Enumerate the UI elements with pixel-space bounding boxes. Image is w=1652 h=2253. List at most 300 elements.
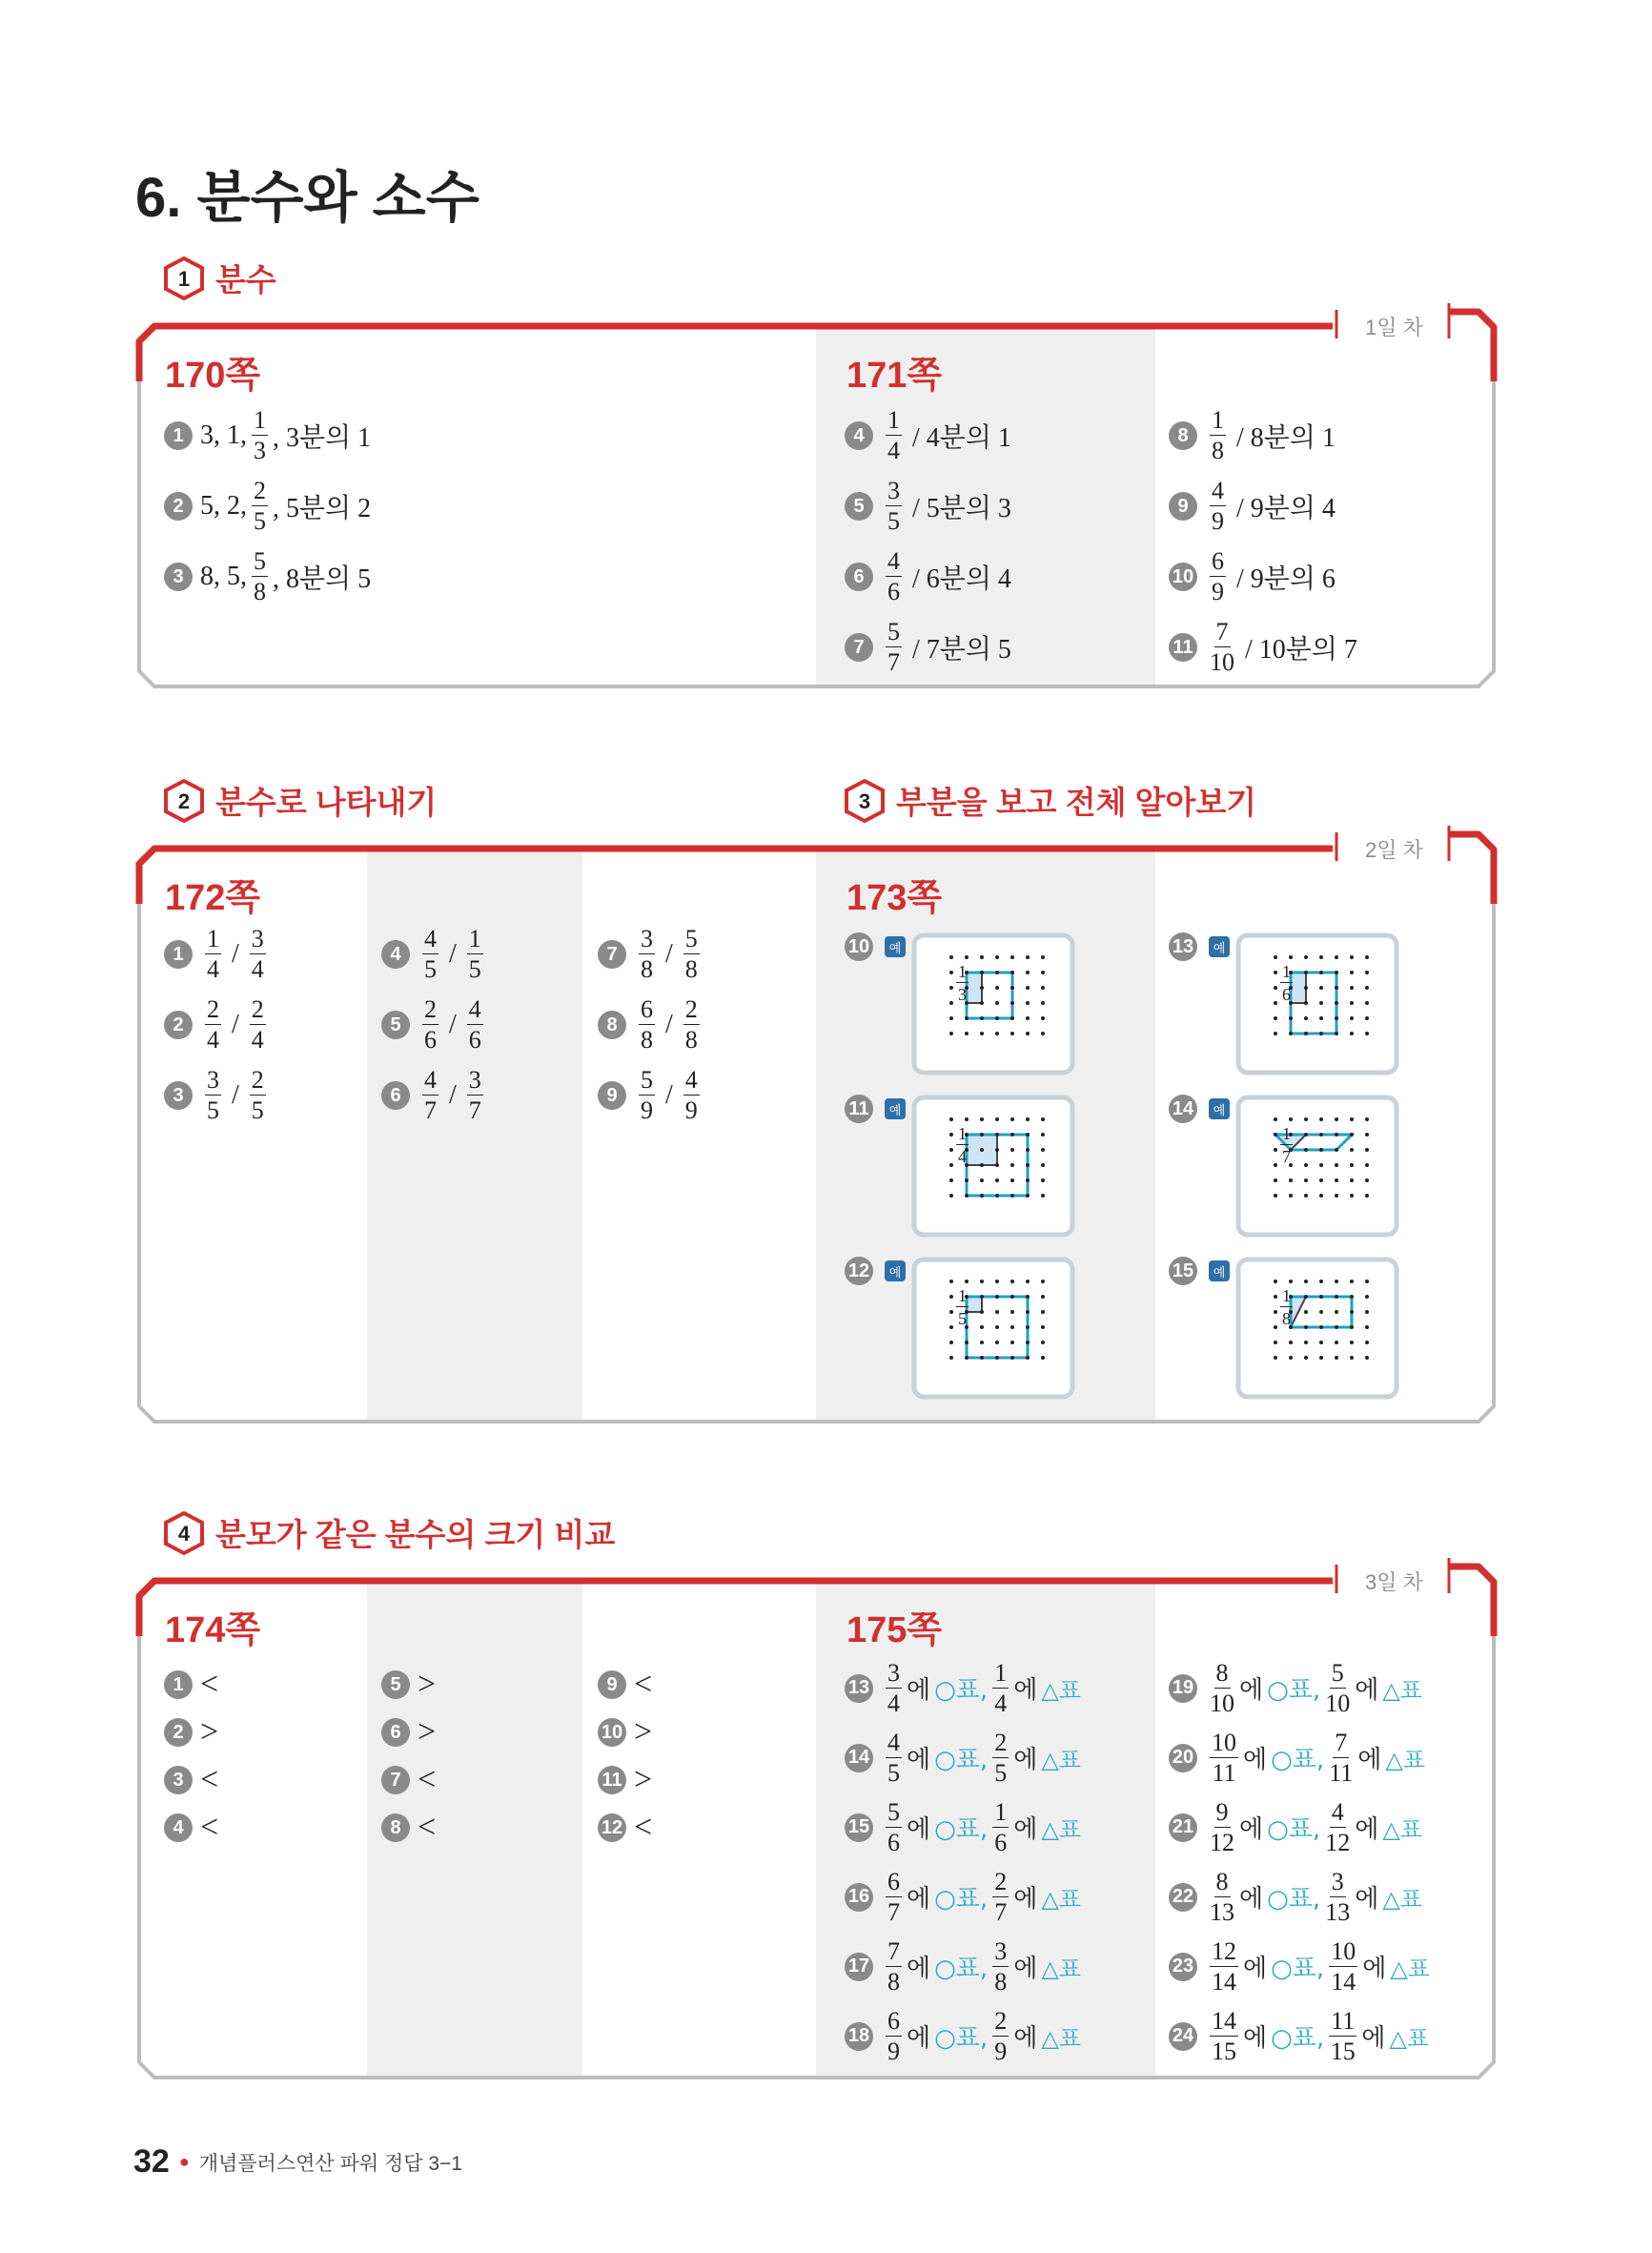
answer-number-badge: 17 [845,1953,873,1981]
grid-dot [1304,1133,1308,1137]
grid-dot [1010,1325,1014,1329]
denominator: 15 [1330,2037,1356,2065]
grid-dot [1274,1310,1277,1314]
fraction [639,997,655,1053]
fraction [1329,1728,1354,1787]
grid-dot [1274,1016,1277,1020]
answer-number-badge: 20 [1169,1744,1197,1772]
grid-dot [980,1356,984,1360]
grid-dot [1335,1325,1338,1329]
grid-dot [949,1194,953,1198]
answers-172-a [164,919,271,1131]
comparison-symbol: < [200,1667,219,1702]
grid-dot [949,1295,953,1299]
denominator: 11 [1212,1758,1236,1787]
answer-item [381,1709,436,1756]
circle-mark-label: ○표, [934,1676,989,1705]
grid-dot [1010,955,1014,959]
fraction [1210,1728,1238,1787]
grid-dot [1319,1016,1323,1020]
grid-dot [1010,986,1014,990]
grid-dot [1274,1178,1277,1182]
section-2-header [162,778,437,823]
section-4-header [162,1510,615,1555]
numerator: 3 [468,1066,481,1094]
numerator: 7 [887,1936,900,1965]
answer-number-badge: 11 [1169,633,1197,662]
numerator: 11 [1331,2006,1356,2035]
numerator: 5 [641,1066,653,1094]
answer-number-badge: 1 [164,940,193,969]
numerator: 8 [1215,1867,1229,1895]
grid-dot [1041,971,1045,974]
denominator: 8 [641,1026,653,1054]
answer-number-badge: 6 [845,563,873,591]
answers-172-c [598,919,704,1131]
grid-dot [1010,1117,1014,1121]
grid-dot [1319,955,1323,959]
word-e: 에 [1362,1955,1387,1982]
grid-dot [965,1016,969,1020]
grid-dot [1304,955,1308,959]
answer-number-badge: 13 [845,1674,873,1703]
grid-dot [1010,1341,1014,1344]
grid-dot [995,1133,999,1137]
grid-dot [1350,1016,1354,1020]
denominator: 14 [1331,1967,1356,1996]
circle-mark-label: ○표, [1267,1676,1321,1705]
grid-dot [1365,1356,1369,1360]
grid-dot [965,955,969,959]
grid-dot [1274,1341,1277,1344]
section-number: 3 [858,789,871,813]
answer-number-badge: 10 [1169,563,1197,591]
answer-item [845,1862,1081,1932]
denominator: 7 [994,1897,1008,1926]
dot-grid [911,1257,1075,1400]
triangle-mark-label: △표 [1382,1677,1422,1704]
triangle-mark-label: △표 [1041,2025,1081,2052]
answer-number-badge: 9 [1169,492,1197,521]
grid-dot [1319,1117,1323,1121]
answers-175-left [845,1653,1081,2071]
answer-item [845,1723,1081,1792]
numerator: 3 [251,925,264,952]
fraction [886,1867,902,1926]
grid-dot [1289,1178,1293,1182]
grid-dot [1010,1280,1014,1283]
triangle-mark-label: △표 [1390,1956,1430,1982]
answer-item [381,1661,436,1709]
grid-dot [1319,1163,1323,1167]
grid-dot [1319,1133,1323,1137]
triangle-mark-label: △표 [1041,1886,1081,1913]
numerator: 2 [684,995,698,1023]
grid-dot [1010,971,1014,974]
grid-dot [1274,1295,1277,1299]
grid-dot [1350,955,1354,959]
slash: / [449,1010,457,1039]
grid-dot [1304,971,1308,974]
grid-dot [980,1148,984,1152]
grid-dot [1335,1194,1338,1198]
answers-174-b [381,1661,436,1852]
grid-dot [1319,1280,1323,1283]
answers-171-right [1169,400,1363,683]
answer-suffix: , 8분의 5 [273,564,372,594]
grid-dot [980,955,984,959]
grid-dot [1365,1163,1369,1167]
grid-dot [1350,986,1354,990]
answer-item [845,612,1017,683]
denominator: 8 [254,578,266,605]
word-e: 에 [1361,2024,1386,2052]
answer-number-badge: 11 [598,1766,626,1794]
fraction [250,1068,266,1123]
answer-item [381,1060,488,1131]
answer-number-badge: 5 [381,1011,410,1039]
numerator: 10 [1331,1936,1356,1965]
triangle-mark-label: △표 [1385,1747,1426,1773]
dot-grid [911,932,1075,1075]
slash: / [232,939,239,969]
grid-dot [1304,1295,1308,1299]
fraction [992,1936,1009,1996]
grid-dot [1041,1032,1045,1035]
grid-dot [1289,1032,1293,1035]
numerator: 2 [207,995,219,1023]
numerator: 4 [424,925,437,952]
grid-dot [980,1001,984,1005]
numerator: 3 [994,1936,1008,1965]
denominator: 4 [887,1689,900,1717]
example-badge: 예 [885,936,906,957]
word-e: 에 [1013,1676,1038,1704]
answer-number-badge: 8 [381,1813,410,1842]
word-e: 에 [907,1676,931,1704]
example-badge: 예 [885,1260,906,1281]
grid-dot [1289,1016,1293,1020]
denominator: 5 [958,1309,967,1328]
comparison-symbol: < [634,1667,653,1702]
answer-suffix: / 9분의 4 [1236,494,1336,523]
denominator: 6 [1282,985,1291,1004]
numerator: 2 [994,2006,1008,2035]
grid-dot [1041,955,1045,959]
answer-item [164,1804,218,1852]
answer-suffix: , 3분의 1 [273,423,372,453]
grid-dot [1010,1356,1014,1360]
fraction [205,1068,221,1123]
numerator: 6 [1212,547,1224,575]
fraction [205,997,221,1053]
grid-dot [1350,1295,1354,1299]
fraction [252,549,268,604]
answer-number-badge: 7 [598,940,626,969]
answer-item [598,1060,704,1131]
fraction [1210,620,1234,675]
numerator: 7 [1335,1728,1348,1756]
numerator: 1 [994,1658,1008,1687]
numerator: 1 [887,406,900,434]
grid-dot [1026,971,1030,974]
example-badge: 예 [1209,1260,1230,1281]
answer-item [598,990,704,1060]
slash: / [232,1080,239,1110]
grid-dot [995,1341,999,1344]
hexagon-number-icon [162,779,206,823]
grid-dot [949,1280,953,1283]
grid-dot [949,1310,953,1314]
grid-dot [1365,1032,1369,1035]
day-label-2: 2일 차 [1365,838,1423,862]
grid-dot [1010,1032,1014,1035]
answer-number-badge: 15 [845,1813,873,1842]
answer-item [381,1756,436,1804]
word-e: 에 [907,1885,931,1913]
answer-number-badge: 7 [845,633,873,662]
answer-number-badge: 10 [845,932,873,961]
circle-mark-label: ○표, [1271,1746,1325,1774]
grid-dot [949,1148,953,1152]
grid-dot [1041,1016,1045,1020]
grid-dot [1319,986,1323,990]
grid-dot [1304,1117,1308,1121]
denominator: 10 [1210,648,1234,676]
grid-dot [1304,1016,1308,1020]
answer-item [381,990,488,1060]
grid-dot [1335,1148,1338,1152]
grid-dot [1274,1325,1277,1329]
fraction [992,1658,1009,1717]
denominator: 5 [994,1758,1008,1787]
grid-dot [1350,1356,1354,1360]
answer-number-badge: 22 [1169,1883,1197,1912]
grid-dot [1304,1280,1308,1283]
answer-item [164,471,371,542]
denominator: 12 [1210,1828,1234,1856]
grid-dot [1026,1133,1030,1137]
grid-dot [1350,1310,1354,1314]
grid-dot [1319,971,1323,974]
answer-number-badge: 3 [164,563,193,591]
grid-dot [1026,1341,1030,1344]
grid-dot [1041,1341,1045,1344]
word-e: 에 [1013,1885,1038,1913]
fraction [422,997,438,1053]
grid-dot [1335,1032,1338,1035]
denominator: 3 [958,985,967,1004]
grid-dot [1350,1133,1354,1137]
denominator: 13 [1325,1897,1351,1926]
numerator: 1 [958,962,967,981]
word-e: 에 [907,2024,931,2052]
answer-item [164,1756,218,1804]
unit-shape [1291,973,1306,1003]
grid-fraction [1280,1125,1293,1165]
answer-number-badge: 16 [845,1883,873,1912]
box3-red-right [1449,1567,1494,1636]
answer-number-badge: 5 [381,1670,410,1699]
grid-dot [980,971,984,974]
numerator: 2 [994,1867,1008,1895]
answer-suffix: / 9분의 6 [1236,564,1336,594]
grid-dot [1010,1163,1014,1167]
grid-dot [1350,1178,1354,1182]
grid-dot [1365,986,1369,990]
grid-dot [1350,1117,1354,1121]
answer-item [1169,1792,1430,1862]
footer [133,2143,462,2181]
grid-dot [1335,986,1338,990]
numerator: 4 [1212,477,1224,504]
denominator: 3 [254,437,266,464]
answer-item [381,1804,436,1852]
grid-dot [995,1194,999,1198]
answer-item [1169,471,1363,542]
fraction [422,927,438,982]
word-e: 에 [1013,1955,1038,1982]
grid-dot [1010,1016,1014,1020]
grid-dot [1304,1032,1308,1035]
grid-dot [995,1032,999,1035]
fraction [422,1068,438,1123]
triangle-mark-label: △표 [1041,1677,1081,1704]
grid-dot [1274,1001,1277,1005]
grid-dot [1274,1133,1277,1137]
answers-175-right [1169,1653,1430,2071]
fraction [886,1797,902,1856]
grid-dot [1041,1001,1045,1005]
grid-dot [1010,1148,1014,1152]
grid-dot [1365,1178,1369,1182]
grid-fraction [1280,1287,1293,1327]
denominator: 5 [251,1096,264,1124]
answer-number-badge: 14 [845,1744,873,1772]
grid-dot [1274,1032,1277,1035]
slash: / [449,939,457,969]
grid-dot [949,1341,953,1344]
grid-dot [1304,1148,1308,1152]
answers-174-a [164,1661,218,1852]
fraction [467,927,483,982]
answer-number-badge: 2 [164,1718,193,1747]
answer-suffix: / 7분의 5 [912,635,1011,665]
numerator: 1 [468,925,481,952]
numerator: 1 [1282,962,1291,981]
grid-dot [995,1295,999,1299]
grid-dot [1041,1178,1045,1182]
slash: / [665,1010,673,1039]
answers-171-left [845,400,1017,683]
answer-item [1169,542,1363,612]
grid-dot [1365,955,1369,959]
answer-number-badge: 4 [381,940,410,969]
denominator: 5 [887,1758,900,1787]
word-e: 에 [907,1955,931,1982]
grid-dot [949,955,953,959]
grid-dot [1335,1178,1338,1182]
grid-dot [1026,1016,1030,1020]
answer-item [164,400,371,471]
answer-item [1169,1723,1430,1792]
denominator: 10 [1210,1689,1234,1717]
denominator: 4 [994,1689,1008,1717]
fraction [639,927,655,982]
grid-dot [1041,1117,1045,1121]
grid-dot [980,1341,984,1344]
answers-174-c [598,1661,652,1852]
denominator: 9 [1212,578,1224,605]
grid-dot [1026,1325,1030,1329]
grid-dot [1274,1148,1277,1152]
grid-dot [1319,1001,1323,1005]
denominator: 7 [887,1897,900,1926]
grid-dot [980,1016,984,1020]
hexagon-number-icon [162,256,206,300]
grid-dot [1026,1032,1030,1035]
answer-prefix: 3, 1, [200,420,247,450]
fraction [886,620,902,675]
grid-dot [980,1280,984,1283]
grid-dot [949,1163,953,1167]
answer-suffix: / 4분의 1 [912,423,1011,453]
grid-dot [1365,1325,1369,1329]
grid-dot [965,1280,969,1283]
answer-item [1169,612,1363,683]
grid-dot [965,1032,969,1035]
fraction [886,549,902,604]
grid-dot [1335,1280,1338,1283]
grid-dot [965,1178,969,1182]
grid-dot [1274,1117,1277,1121]
numerator: 5 [887,1797,900,1826]
grid-dot [980,1295,984,1299]
section-title: 분모가 같은 분수의 크기 비교 [215,1517,616,1552]
denominator: 6 [994,1828,1008,1856]
grid-dot [995,1178,999,1182]
numerator: 4 [1331,1797,1344,1826]
denominator: 15 [1212,2037,1236,2065]
page-label-173: 173쪽 [846,878,943,918]
answer-number-badge: 18 [845,2022,873,2051]
grid-dot [995,1001,999,1005]
page-label-171: 171쪽 [846,356,943,396]
answer-number-badge: 13 [1169,932,1197,961]
slash: / [665,939,673,969]
answer-item [598,1756,652,1804]
grid-dot [1041,1163,1045,1167]
word-e: 에 [1239,1815,1264,1843]
grid-fraction [1280,963,1293,1003]
grid-dot [1335,1310,1338,1314]
grid-dot [995,1280,999,1283]
fraction [1210,1658,1234,1717]
grid-dot [1026,986,1030,990]
answer-item [598,1804,652,1852]
answer-item [1169,400,1363,471]
grid-dot [1365,1133,1369,1137]
comparison-symbol: < [634,1810,653,1845]
grid-dot [1041,1148,1045,1152]
word-e: 에 [1357,1746,1382,1773]
grid-dot [1304,1178,1308,1182]
denominator: 7 [887,648,900,676]
answer-item [164,1709,218,1756]
answer-item [845,1653,1081,1723]
page-label-172: 172쪽 [165,878,261,918]
grid-dot [1319,1032,1323,1035]
